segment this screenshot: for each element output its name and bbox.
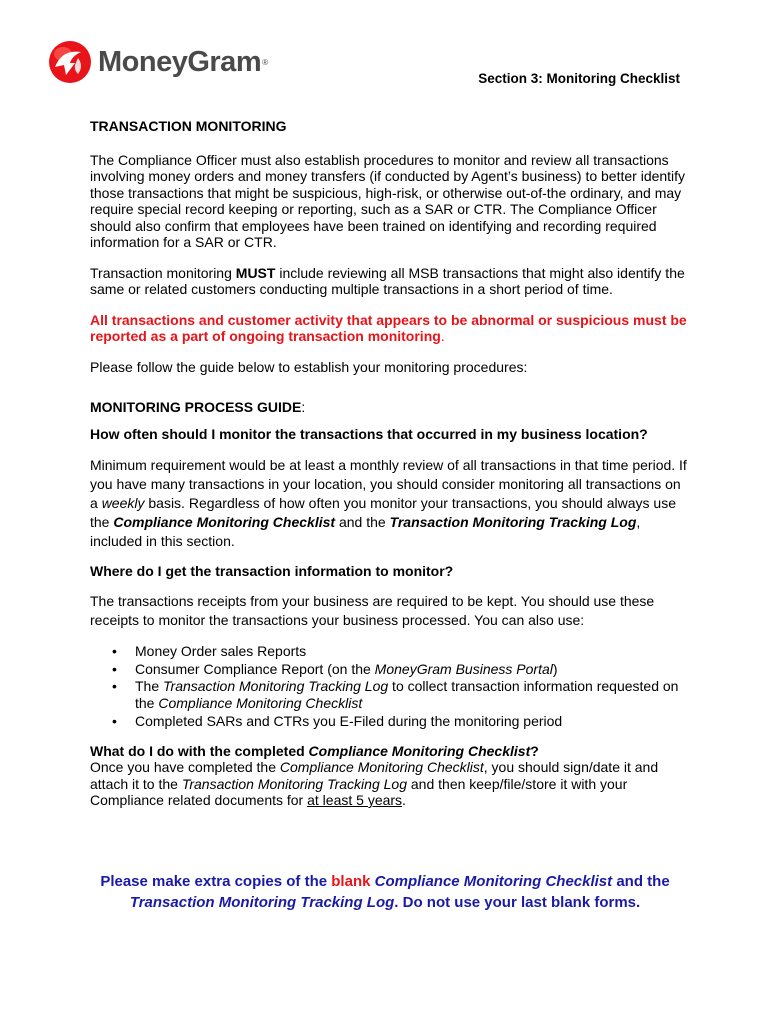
retention-period: at least 5 years: [307, 792, 403, 808]
answer-how-often-b: basis. Regardless of how often you monitor your transactions, you should always use the: [90, 495, 676, 530]
bullet-text: Money Order sales Reports: [135, 642, 307, 659]
list-item: [90, 642, 690, 660]
bullet-text: Completed SARs and CTRs you E-Filed during the monitoring period: [135, 712, 563, 729]
bullet-text-end: ): [552, 660, 558, 677]
notice-b: and the: [612, 873, 670, 890]
suspicious-activity-text: All transactions and customer activity that appears to be abnormal or suspicious must be reported as a part of ongoing transaction monitoring: [90, 311, 687, 344]
guide-heading-text: MONITORING PROCESS GUIDE: [90, 399, 302, 415]
bullet-dot: •: [112, 712, 117, 729]
bullet-dot: •: [112, 677, 117, 694]
follow-guide-paragraph: Please follow the guide below to establish your monitoring procedures:: [90, 358, 528, 375]
answer-how-often-a: Minimum requirement would be at least a monthly review of all transactions in that time period. If you have many transactions in your location, you should consider monitoring all transactions on a: [90, 457, 687, 511]
list-item: [90, 712, 690, 731]
intro-paragraph: The Compliance Officer must also establish procedures to monitor and review all transactions involving money orders and money transfers (if conducted by Agent’s business) to better identify those transactions that might be suspicious, high-risk, or otherwise out-of-the ordinary, and may require special record keeping or reporting, such as a SAR or CTR. The Compliance Officer should also confirm that employees have been trained on identifying and recording required information for a SAR or CTR.: [90, 151, 686, 250]
suspicious-activity-note: [90, 312, 690, 345]
tracking-log-ref: Transaction Monitoring Tracking Log: [389, 514, 637, 530]
copies-notice: [60, 872, 710, 913]
suspicious-activity-period: .: [440, 328, 445, 344]
must-paragraph-b: include reviewing all MSB transactions that might also identify the same or related customers conducting multiple transactions in a short period of time.: [90, 264, 685, 297]
answer-what-do: [90, 759, 690, 809]
answer-how-often-c: and the: [335, 514, 390, 530]
question-what-do-a: What do I do with the completed: [90, 742, 309, 759]
moneygram-logo: [48, 38, 268, 86]
sources-list: [90, 642, 690, 731]
compliance-checklist-ref: Compliance Monitoring Checklist: [308, 742, 531, 759]
notice-blank: blank: [331, 873, 371, 890]
weekly-emphasis: weekly: [101, 495, 145, 511]
business-portal-ref: MoneyGram Business Portal: [374, 660, 553, 677]
answer-what-do-c: and then keep/file/store it with your Compliance related documents for: [90, 775, 628, 808]
tracking-log-ref: Transaction Monitoring Tracking Log: [163, 677, 389, 694]
compliance-checklist-ref: Compliance Monitoring Checklist: [279, 759, 484, 775]
notice-a: Please make extra copies of the: [100, 873, 332, 890]
question-how-often: How often should I monitor the transactions that occurred in my business location?: [90, 425, 648, 442]
moneygram-globe-icon: [48, 39, 92, 85]
guide-heading: [90, 399, 690, 416]
tracking-log-ref: Transaction Monitoring Tracking Log: [181, 775, 407, 792]
section-title: Section 3: Monitoring Checklist: [478, 71, 680, 86]
notice-c: . Do not use your last blank forms.: [394, 893, 641, 911]
answer-how-often-d: , included in this section.: [90, 514, 641, 549]
brand-name: MoneyGram: [98, 46, 262, 78]
must-paragraph: [90, 265, 690, 298]
registered-mark: ®: [262, 57, 269, 67]
question-what-do-b: ?: [530, 742, 539, 759]
bullet-text-mid: to collect transaction information requested on the: [135, 677, 679, 711]
list-item: [90, 660, 690, 678]
must-emphasis: MUST: [235, 264, 276, 281]
document-body: [90, 118, 690, 809]
bullet-text: Consumer Compliance Report (on the: [135, 660, 375, 677]
answer-where: The transactions receipts from your business are required to be kept. You should use these receipts to monitor the transactions your business processed. You can also use:: [90, 592, 655, 628]
notice-tracking-log-ref: Transaction Monitoring Tracking Log: [129, 893, 395, 911]
bullet-dot: •: [112, 642, 117, 659]
guide-heading-colon: :: [301, 399, 306, 415]
answer-what-do-a: Once you have completed the: [90, 759, 280, 775]
transaction-monitoring-heading: TRANSACTION MONITORING: [90, 118, 287, 134]
question-what-do: [90, 743, 690, 760]
question-where: Where do I get the transaction information to monitor?: [90, 563, 454, 579]
compliance-checklist-ref: Compliance Monitoring Checklist: [158, 694, 363, 711]
must-paragraph-a: Transaction monitoring: [90, 264, 236, 281]
answer-how-often: [90, 456, 690, 551]
notice-checklist-ref: Compliance Monitoring Checklist: [374, 873, 613, 890]
answer-what-do-b: , you should sign/date it and attach it to the: [90, 759, 659, 792]
compliance-checklist-ref: Compliance Monitoring Checklist: [113, 514, 336, 530]
bullet-text: The: [135, 677, 164, 694]
answer-what-do-d: .: [402, 792, 406, 808]
bullet-dot: •: [112, 660, 117, 677]
list-item: [90, 678, 690, 712]
